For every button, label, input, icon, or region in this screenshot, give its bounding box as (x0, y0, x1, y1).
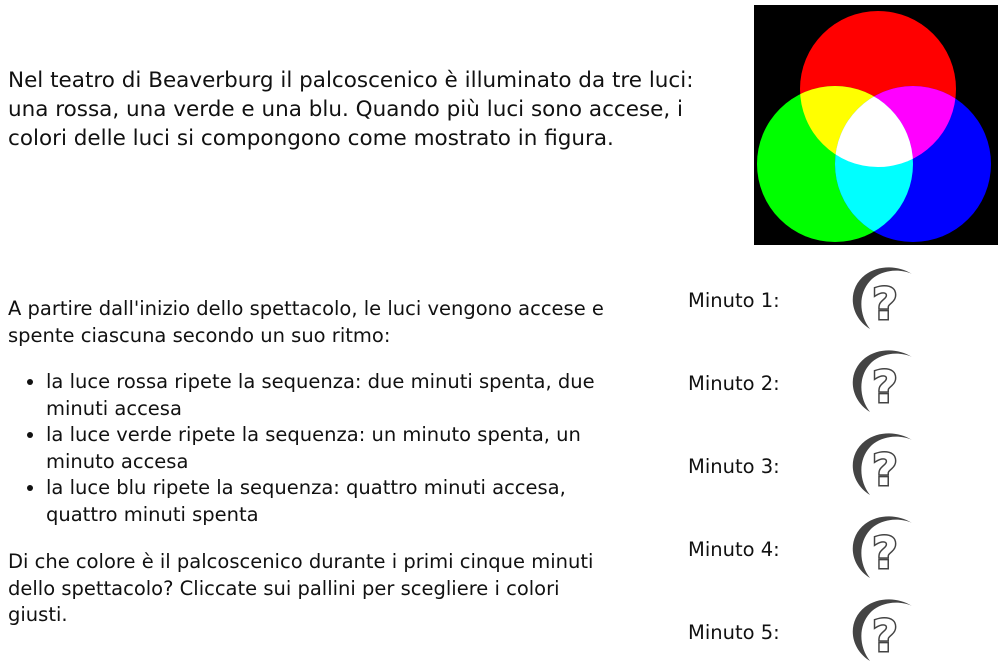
question-text: Di che colore è il palcoscenico durante i primi cinque minuti dello spettacolo? Cliccate sui pallini per scegliere i colori giusti. (8, 550, 594, 626)
minute-2-label: Minuto 2: (688, 372, 780, 395)
rgb-venn-diagram (754, 5, 998, 245)
minute-3-color-button[interactable] (843, 428, 919, 504)
light-sequence-list (8, 369, 618, 528)
question-glyph: ? (872, 528, 898, 579)
intro-text: Nel teatro di Beaverburg il palcoscenico è illuminato da tre luci: una rossa, una verde e una blu. Quando più luci sono accese, i colori delle luci si compongono come mostrato in figura. (8, 68, 694, 151)
minute-1-color-button[interactable] (843, 262, 919, 338)
question-mark-icon (843, 594, 919, 670)
light-mixing-figure (754, 5, 998, 245)
minute-4-label: Minuto 4: (688, 538, 780, 561)
rules-intro: A partire dall'inizio dello spettacolo, le luci vengono accese e spente ciascuna secondo un suo ritmo: (8, 297, 604, 347)
minute-5-color-button[interactable] (843, 594, 919, 670)
rules-section (8, 296, 618, 629)
minute-2-color-button[interactable] (843, 345, 919, 421)
minute-3-label: Minuto 3: (688, 455, 780, 478)
green-light-rule: • la luce verde ripete la sequenza: un minuto spenta, un minuto accesa (46, 422, 618, 475)
blue-light-rule: • la luce blu ripete la sequenza: quattro minuti accesa, quattro minuti spenta (46, 475, 618, 528)
minute-1-label: Minuto 1: (688, 289, 780, 312)
question-glyph: ? (872, 279, 898, 330)
question-mark-icon (843, 345, 919, 421)
question-glyph: ? (872, 611, 898, 662)
question-mark-icon (843, 428, 919, 504)
question-mark-icon (843, 511, 919, 587)
question-glyph: ? (872, 445, 898, 496)
question-mark-icon (843, 262, 919, 338)
minute-5-label: Minuto 5: (688, 621, 780, 644)
question-glyph: ? (872, 362, 898, 413)
red-light-rule: • la luce rossa ripete la sequenza: due minuti spenta, due minuti accesa (46, 369, 618, 422)
minute-4-color-button[interactable] (843, 511, 919, 587)
